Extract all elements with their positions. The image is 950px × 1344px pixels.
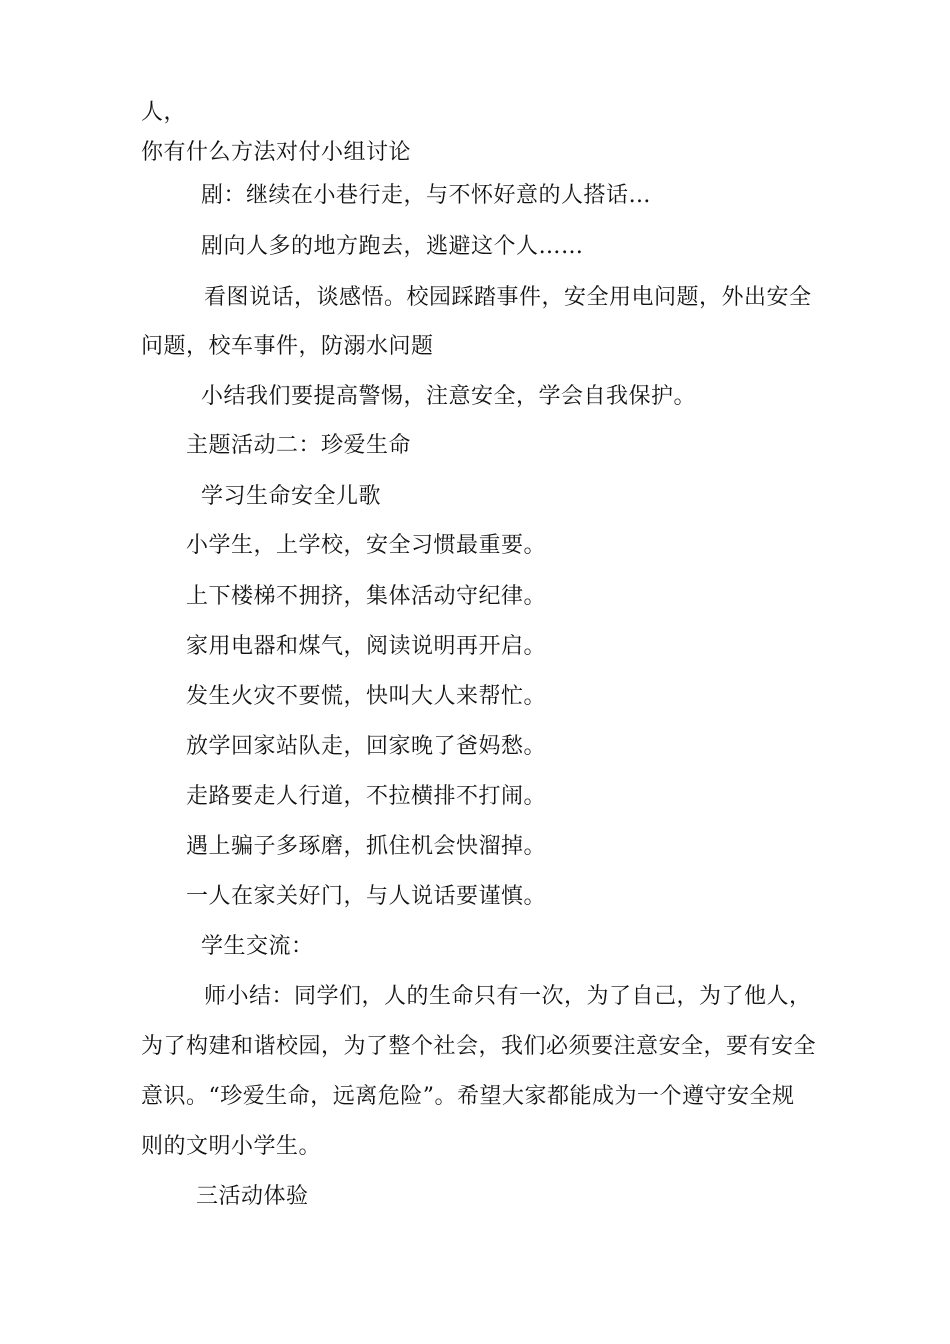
text-line: 人， bbox=[141, 100, 187, 125]
text-line: 你有什么方法对付小组讨论 bbox=[141, 140, 412, 165]
poem-line: 遇上骗子多琢磨，抓住机会快溜掉。 bbox=[186, 834, 547, 859]
text-line: 学习生命安全儿歌 bbox=[201, 484, 382, 509]
poem-line: 家用电器和煤气，阅读说明再开启。 bbox=[186, 634, 547, 659]
text-line: 问题，校车事件，防溺水问题 bbox=[141, 334, 434, 359]
text-line: 看图说话，谈感悟。校园踩踏事件，安全用电问题，外出安全 bbox=[204, 285, 812, 310]
text-line: 师小结：同学们，人的生命只有一次，为了自己，为了他人， bbox=[204, 984, 812, 1009]
poem-line: 一人在家关好门，与人说话要谨慎。 bbox=[186, 884, 547, 909]
text-line: 剧：继续在小巷行走，与不怀好意的人搭话… bbox=[201, 183, 652, 208]
text-line: 意识。“珍爱生命，远离危险”。希望大家都能成为一个遵守安全规 bbox=[141, 1084, 795, 1109]
text-line: 为了构建和谐校园，为了整个社会，我们必须要注意安全，要有安全 bbox=[141, 1034, 817, 1059]
poem-line: 放学回家站队走，回家晚了爸妈愁。 bbox=[186, 734, 547, 759]
text-line: 小结我们要提高警惕，注意安全，学会自我保护。 bbox=[201, 384, 697, 409]
poem-line: 发生火灾不要慌，快叫大人来帮忙。 bbox=[186, 684, 547, 709]
section-heading: 主题活动二：珍爱生命 bbox=[186, 433, 412, 458]
poem-line: 小学生，上学校，安全习惯最重要。 bbox=[186, 533, 547, 558]
poem-line: 上下楼梯不拥挤，集体活动守纪律。 bbox=[186, 584, 547, 609]
text-line: 则的文明小学生。 bbox=[141, 1134, 322, 1159]
section-heading: 三活动体验 bbox=[196, 1184, 309, 1209]
text-line: 学生交流： bbox=[201, 934, 314, 959]
poem-line: 走路要走人行道，不拉横排不打闹。 bbox=[186, 784, 547, 809]
text-line: 剧向人多的地方跑去，逃避这个人…… bbox=[201, 234, 584, 259]
